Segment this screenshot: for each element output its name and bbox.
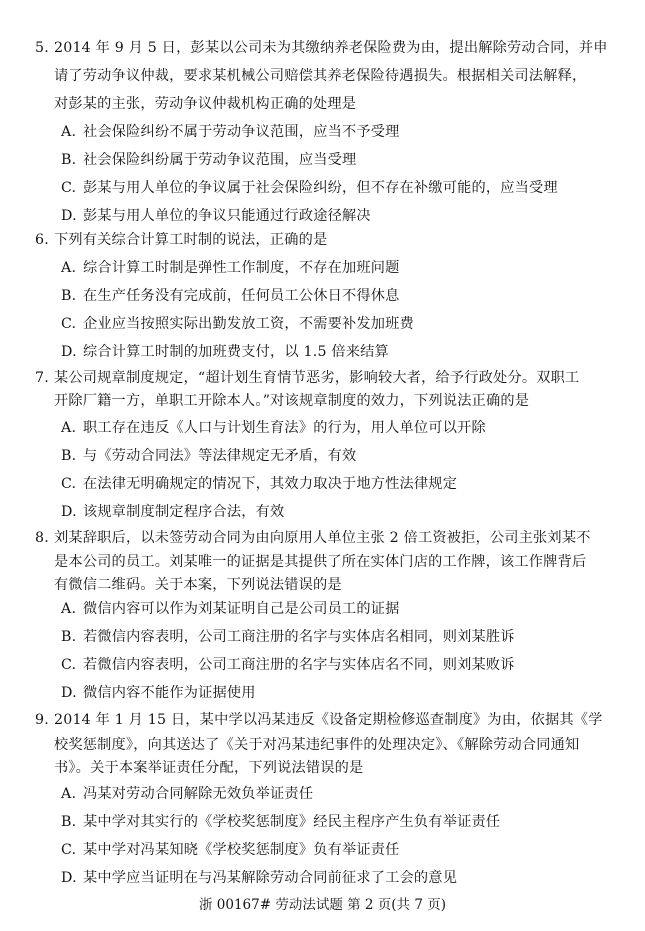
option-d (61, 206, 371, 226)
option-text: 某中学对冯某知晓《学校奖惩制度》负有举证责任 (83, 842, 400, 858)
option-text: 在法律无明确规定的情况下，其效力取决于地方性法律规定 (83, 476, 458, 492)
option-letter: B. (61, 629, 77, 645)
question-text: 某公司规章制度规定，“超计划生育情节恶劣，影响较大者，给予行政处分。双职工 (54, 370, 580, 386)
question-stem-line (35, 710, 615, 730)
option-letter: C. (61, 476, 77, 492)
option-letter: A. (61, 420, 77, 436)
option-text: 在生产任务没有完成前，任何员工公休日不得休息 (83, 288, 400, 304)
question-stem-line (35, 230, 615, 250)
option-text: 综合计算工时制的加班费支付，以 1.5 倍来结算 (83, 344, 389, 360)
option-letter: C. (61, 316, 77, 332)
option-a (61, 599, 400, 619)
option-d (61, 683, 256, 703)
option-c (61, 314, 414, 334)
option-a (61, 418, 486, 438)
option-c (61, 474, 457, 494)
option-text: 企业应当按照实际出勤发放工资，不需要补发加班费 (83, 316, 414, 332)
option-a (61, 258, 400, 278)
question-stem-line: 有微信二维码。关于本案，下列说法错误的是 (54, 577, 342, 593)
option-text: 与《劳动合同法》等法律规定无矛盾，有效 (83, 448, 357, 464)
question-stem-line (35, 528, 615, 548)
option-text: 冯某对劳动合同解除无效负举证责任 (83, 786, 314, 802)
option-text: 职工存在违反《人口与计划生育法》的行为，用人单位可以开除 (83, 420, 486, 436)
option-letter: D. (61, 344, 77, 360)
option-text: 该规章制度制定程序合法，有效 (83, 504, 285, 520)
option-text: 社会保险纠纷属于劳动争议范围，应当受理 (83, 152, 357, 168)
option-text: 综合计算工时制是弹性工作制度，不存在加班问题 (83, 260, 400, 276)
option-letter: D. (61, 504, 77, 520)
option-text: 某中学应当证明在与冯某解除劳动合同前征求了工会的意见 (83, 870, 458, 886)
option-text: 某中学对其实行的《学校奖惩制度》经民主程序产生负有举证责任 (83, 814, 501, 830)
option-b (61, 150, 356, 170)
question-stem-line: 请了劳动争议仲裁，要求某机械公司赔偿其养老保险待遇损失。根据相关司法解释， (54, 68, 587, 84)
question-number: 8. (35, 530, 49, 546)
option-c (61, 178, 558, 198)
question-stem-line: 校奖惩制度》，向其送达了《关于对冯某违纪事件的处理决定》、《解除劳动合同通知 (54, 737, 580, 753)
option-text: 微信内容不能作为证据使用 (83, 685, 256, 701)
option-letter: C. (61, 657, 77, 673)
option-b (61, 627, 515, 647)
option-c (61, 655, 515, 675)
option-d (61, 868, 457, 888)
option-letter: A. (61, 601, 77, 617)
question-stem-line: 书》。关于本案举证责任分配，下列说法错误的是 (54, 760, 364, 776)
question-text: 刘某辞职后，以未签劳动合同为由向原用人单位主张 2 倍工资被拒，公司主张刘某不 (54, 530, 591, 546)
question-stem-line: 开除厂籍一方，单职工开除本人。”对该规章制度的效力，下列说法正确的是 (54, 393, 530, 409)
option-text: 若微信内容表明，公司工商注册的名字与实体店名不同，则刘某败诉 (83, 657, 515, 673)
question-number: 9. (35, 712, 49, 728)
option-b (61, 812, 500, 832)
question-number: 7. (35, 370, 49, 386)
option-letter: D. (61, 208, 77, 224)
option-letter: D. (61, 685, 77, 701)
option-letter: D. (61, 870, 77, 886)
option-letter: C. (61, 180, 77, 196)
option-text: 微信内容可以作为刘某证明自己是公司员工的证据 (83, 601, 400, 617)
question-text: 2014 年 9 月 5 日，彭某以公司未为其缴纳养老保险费为由，提出解除劳动合同，并申 (54, 40, 608, 56)
option-letter: B. (61, 814, 77, 830)
option-c (61, 840, 400, 860)
option-text: 社会保险纠纷不属于劳动争议范围，应当不予受理 (83, 124, 400, 140)
page-footer: 浙 00167# 劳动法试题 第 2 页(共 7 页) (198, 897, 446, 913)
question-number: 6. (35, 232, 49, 248)
option-d (61, 502, 284, 522)
option-text: 彭某与用人单位的争议属于社会保险纠纷，但不存在补缴可能的，应当受理 (83, 180, 558, 196)
option-letter: B. (61, 448, 77, 464)
question-stem-line: 对彭某的主张，劳动争议仲裁机构正确的处理是 (54, 96, 357, 112)
option-letter: A. (61, 124, 77, 140)
question-stem-line: 是本公司的员工。刘某唯一的证据是其提供了所在实体门店的工作牌，该工作牌背后 (54, 554, 587, 570)
question-stem-line (35, 368, 615, 388)
option-letter: B. (61, 152, 77, 168)
option-a (61, 122, 400, 142)
option-letter: C. (61, 842, 77, 858)
question-text: 2014 年 1 月 15 日，某中学以冯某违反《设备定期检修巡查制度》为由，依据其《学 (54, 712, 603, 728)
option-b (61, 446, 356, 466)
option-letter: A. (61, 786, 77, 802)
option-text: 若微信内容表明，公司工商注册的名字与实体店名相同，则刘某胜诉 (83, 629, 515, 645)
option-letter: B. (61, 288, 77, 304)
question-number: 5. (35, 40, 49, 56)
option-b (61, 286, 400, 306)
option-letter: A. (61, 260, 77, 276)
question-stem-line (35, 38, 615, 58)
option-d (61, 342, 389, 362)
option-a (61, 784, 313, 804)
option-text: 彭某与用人单位的争议只能通过行政途径解决 (83, 208, 371, 224)
question-text: 下列有关综合计算工时制的说法，正确的是 (54, 232, 328, 248)
